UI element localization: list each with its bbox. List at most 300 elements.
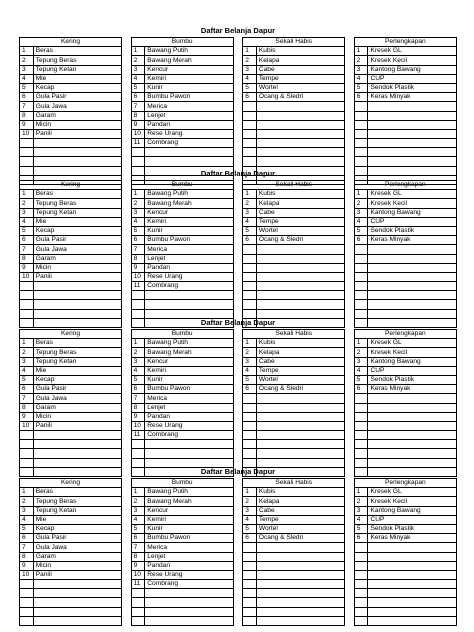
sekali-habis-item-cell: Wortel [256,524,344,533]
table-row [20,208,457,217]
sekali-habis-item-cell [256,403,344,412]
sekali-habis-number-cell [243,449,257,458]
kering-number-cell: 8 [20,111,34,120]
sekali-habis-item-cell [256,412,344,421]
kering-number-cell: 6 [20,236,34,245]
bumbu-number-cell: 2 [131,348,145,357]
kering-number-cell: 7 [20,102,34,111]
column-header-sekali-habis: Sekali Habis [243,38,345,47]
bumbu-number-cell: 1 [131,47,145,56]
column-gap [345,339,354,348]
bumbu-number-cell [131,607,145,616]
kering-number-cell [20,139,34,148]
column-gap [122,385,131,394]
sekali-habis-number-cell [243,580,257,589]
perlengkapan-item-cell [368,129,457,138]
column-gap [233,431,242,440]
column-gap [233,226,242,235]
column-gap [122,524,131,533]
perlengkapan-item-cell [368,139,457,148]
bumbu-number-cell: 1 [131,488,145,497]
kering-number-cell: 9 [20,263,34,272]
sekali-habis-number-cell [243,300,257,309]
kering-item-cell: Garam [33,403,121,412]
column-gap [345,479,354,488]
column-gap [233,245,242,254]
kering-number-cell [20,291,34,300]
bumbu-number-cell [131,589,145,598]
table-row [20,449,457,458]
bumbu-item-cell: Bawang Putih [145,47,233,56]
bumbu-number-cell: 9 [131,120,145,129]
kering-number-cell: 4 [20,74,34,83]
kering-number-cell: 6 [20,93,34,102]
kering-number-cell: 6 [20,385,34,394]
perlengkapan-item-cell [368,589,457,598]
bumbu-number-cell: 6 [131,93,145,102]
column-gap [233,580,242,589]
column-gap [345,385,354,394]
column-gap [345,421,354,430]
bumbu-number-cell [131,148,145,157]
bumbu-item-cell: Lenjet [145,552,233,561]
sekali-habis-item-cell: Kubis [256,339,344,348]
bumbu-number-cell: 10 [131,421,145,430]
kering-item-cell: Kecap [33,524,121,533]
perlengkapan-item-cell: CUP [368,74,457,83]
column-gap [345,394,354,403]
column-gap [122,357,131,366]
column-gap [345,607,354,616]
kering-number-cell: 10 [20,129,34,138]
bumbu-number-cell: 10 [131,272,145,281]
perlengkapan-item-cell: CUP [368,366,457,375]
sekali-habis-number-cell: 2 [243,56,257,65]
table-row [20,598,457,607]
sekali-habis-number-cell: 6 [243,534,257,543]
perlengkapan-number-cell [354,291,368,300]
kering-number-cell [20,148,34,157]
table-row [20,412,457,421]
perlengkapan-number-cell [354,598,368,607]
bumbu-item-cell: Bumbu Pawon [145,385,233,394]
perlengkapan-number-cell: 5 [354,524,368,533]
kering-item-cell: Mie [33,74,121,83]
column-gap [233,83,242,92]
column-gap [122,111,131,120]
table-row [20,93,457,102]
bumbu-number-cell: 5 [131,83,145,92]
column-gap [233,561,242,570]
perlengkapan-item-cell: Sendok Plastik [368,375,457,384]
perlengkapan-number-cell [354,421,368,430]
kering-item-cell [33,607,121,616]
perlengkapan-number-cell [354,607,368,616]
kering-number-cell: 4 [20,515,34,524]
sekali-habis-item-cell [256,543,344,552]
perlengkapan-number-cell: 4 [354,366,368,375]
sekali-habis-number-cell [243,440,257,449]
kering-number-cell [20,607,34,616]
sekali-habis-item-cell: Tempe [256,74,344,83]
column-gap [122,440,131,449]
bumbu-item-cell: Bawang Merah [145,348,233,357]
sekali-habis-item-cell: Kubis [256,47,344,56]
column-gap [345,506,354,515]
sekali-habis-item-cell: Ocang & Sledri [256,534,344,543]
kering-item-cell: Beras [33,190,121,199]
column-gap [233,488,242,497]
sekali-habis-number-cell [243,148,257,157]
bumbu-item-cell: Merica [145,102,233,111]
column-gap [122,431,131,440]
column-gap [122,330,131,339]
perlengkapan-item-cell [368,561,457,570]
sekali-habis-number-cell: 6 [243,93,257,102]
bumbu-number-cell: 4 [131,515,145,524]
bumbu-item-cell: Kemiri [145,217,233,226]
sekali-habis-item-cell: Wortel [256,83,344,92]
kering-item-cell: Tepung Ketan [33,208,121,217]
bumbu-number-cell: 7 [131,394,145,403]
perlengkapan-number-cell [354,245,368,254]
bumbu-number-cell: 8 [131,111,145,120]
perlengkapan-number-cell: 4 [354,74,368,83]
column-gap [233,394,242,403]
bumbu-item-cell: Kemiri [145,515,233,524]
bumbu-number-cell: 3 [131,208,145,217]
bumbu-number-cell [131,616,145,625]
kering-number-cell: 2 [20,199,34,208]
table-row [20,47,457,56]
column-gap [233,47,242,56]
column-gap [233,515,242,524]
column-gap [122,403,131,412]
bumbu-item-cell: Bumbu Pawon [145,236,233,245]
table-row [20,431,457,440]
bumbu-number-cell: 5 [131,375,145,384]
table-row [20,589,457,598]
column-header-bumbu: Bumbu [131,38,233,47]
perlengkapan-item-cell: Kantong Bawang [368,208,457,217]
column-gap [233,506,242,515]
column-gap [345,263,354,272]
sekali-habis-number-cell [243,431,257,440]
kering-item-cell: Tepung Ketan [33,65,121,74]
column-header-perlengkapan: Perlengkapan [354,181,456,190]
column-gap [122,616,131,625]
perlengkapan-item-cell [368,291,457,300]
column-gap [122,561,131,570]
bumbu-item-cell: Kemiri [145,366,233,375]
bumbu-number-cell: 6 [131,385,145,394]
kering-item-cell [33,431,121,440]
kering-number-cell: 7 [20,543,34,552]
table-row [20,488,457,497]
perlengkapan-number-cell: 5 [354,226,368,235]
sekali-habis-number-cell [243,552,257,561]
perlengkapan-item-cell: CUP [368,217,457,226]
bumbu-item-cell: Kemiri [145,74,233,83]
bumbu-number-cell: 8 [131,552,145,561]
column-gap [233,254,242,263]
bumbu-number-cell [131,598,145,607]
perlengkapan-item-cell [368,102,457,111]
perlengkapan-item-cell: Keras Minyak [368,534,457,543]
column-gap [345,357,354,366]
kering-number-cell: 8 [20,552,34,561]
kering-item-cell [33,449,121,458]
perlengkapan-number-cell [354,561,368,570]
bumbu-number-cell: 11 [131,139,145,148]
shopping-list-block [19,317,457,477]
column-gap [233,330,242,339]
column-gap [345,272,354,281]
column-gap [233,148,242,157]
bumbu-number-cell: 3 [131,357,145,366]
column-gap [345,83,354,92]
bumbu-number-cell: 11 [131,282,145,291]
column-gap [122,236,131,245]
sekali-habis-number-cell: 6 [243,385,257,394]
column-gap [233,440,242,449]
column-gap [122,148,131,157]
column-gap [233,421,242,430]
table-row [20,339,457,348]
perlengkapan-number-cell: 6 [354,93,368,102]
table-row [20,148,457,157]
column-gap [122,589,131,598]
table-row [20,348,457,357]
sekali-habis-number-cell: 3 [243,208,257,217]
sekali-habis-item-cell [256,570,344,579]
sekali-habis-number-cell [243,543,257,552]
header-row [20,479,457,488]
column-gap [122,394,131,403]
table-row [20,157,457,166]
sekali-habis-number-cell [243,394,257,403]
sekali-habis-item-cell: Kubis [256,190,344,199]
perlengkapan-number-cell [354,394,368,403]
table-row [20,300,457,309]
kering-number-cell: 4 [20,366,34,375]
kering-number-cell: 1 [20,47,34,56]
table-row [20,524,457,533]
column-gap [122,181,131,190]
bumbu-number-cell: 6 [131,236,145,245]
sekali-habis-number-cell [243,421,257,430]
perlengkapan-number-cell: 2 [354,199,368,208]
sekali-habis-item-cell: Kelapa [256,348,344,357]
kering-item-cell [33,300,121,309]
bumbu-number-cell: 5 [131,524,145,533]
column-gap [233,120,242,129]
bumbu-item-cell: Kunir [145,524,233,533]
bumbu-number-cell: 7 [131,245,145,254]
bumbu-number-cell: 8 [131,254,145,263]
kering-number-cell: 10 [20,421,34,430]
table-row [20,272,457,281]
column-gap [233,412,242,421]
kering-item-cell: Tepung Beras [33,497,121,506]
column-gap [345,139,354,148]
column-gap [122,580,131,589]
column-gap [345,208,354,217]
column-gap [345,245,354,254]
column-gap [345,102,354,111]
table-row [20,245,457,254]
perlengkapan-number-cell: 3 [354,357,368,366]
column-gap [233,199,242,208]
list-title: Daftar Belanja Dapur [200,26,276,35]
sekali-habis-number-cell [243,616,257,625]
perlengkapan-number-cell: 1 [354,488,368,497]
sekali-habis-item-cell [256,148,344,157]
table-row [20,440,457,449]
bumbu-number-cell: 10 [131,129,145,138]
bumbu-item-cell: Kencur [145,357,233,366]
perlengkapan-number-cell [354,139,368,148]
bumbu-item-cell: Combrang [145,431,233,440]
column-gap [122,254,131,263]
sekali-habis-number-cell [243,263,257,272]
table-row [20,254,457,263]
column-gap [233,552,242,561]
sekali-habis-number-cell: 4 [243,366,257,375]
sekali-habis-item-cell: Tempe [256,217,344,226]
column-gap [122,421,131,430]
column-gap [122,129,131,138]
perlengkapan-number-cell: 3 [354,65,368,74]
column-gap [233,479,242,488]
kering-number-cell: 8 [20,403,34,412]
column-gap [122,120,131,129]
kering-number-cell [20,157,34,166]
perlengkapan-item-cell: CUP [368,515,457,524]
bumbu-item-cell: Pandan [145,412,233,421]
perlengkapan-number-cell [354,272,368,281]
sekali-habis-item-cell [256,580,344,589]
column-gap [122,534,131,543]
perlengkapan-item-cell [368,580,457,589]
perlengkapan-item-cell: Sendok Plastik [368,226,457,235]
column-gap [233,339,242,348]
bumbu-number-cell: 5 [131,226,145,235]
column-gap [345,282,354,291]
column-gap [345,226,354,235]
column-header-perlengkapan: Perlengkapan [354,479,456,488]
column-gap [233,272,242,281]
kering-item-cell: Micin [33,263,121,272]
table-row [20,226,457,235]
column-gap [233,38,242,47]
perlengkapan-item-cell [368,111,457,120]
kering-number-cell: 9 [20,561,34,570]
kering-number-cell [20,431,34,440]
table-row [20,74,457,83]
bumbu-number-cell: 11 [131,580,145,589]
header-row [20,330,457,339]
bumbu-item-cell [145,607,233,616]
list-title: Daftar Belanja Dapur [200,318,276,327]
bumbu-number-cell: 6 [131,534,145,543]
sekali-habis-number-cell: 3 [243,506,257,515]
column-gap [345,570,354,579]
table-row [20,607,457,616]
bumbu-number-cell: 7 [131,543,145,552]
column-gap [233,403,242,412]
sekali-habis-item-cell [256,616,344,625]
list-title: Daftar Belanja Dapur [200,169,276,178]
column-gap [345,181,354,190]
column-gap [233,93,242,102]
perlengkapan-item-cell [368,449,457,458]
table-row [20,217,457,226]
bumbu-number-cell: 10 [131,570,145,579]
kering-number-cell: 5 [20,226,34,235]
bumbu-item-cell: Bumbu Pawon [145,534,233,543]
column-gap [345,543,354,552]
table-row [20,534,457,543]
kering-item-cell: Tepung Ketan [33,357,121,366]
kering-item-cell: Garam [33,254,121,263]
column-gap [233,589,242,598]
sekali-habis-number-cell: 4 [243,217,257,226]
column-gap [122,263,131,272]
kering-number-cell: 7 [20,394,34,403]
column-gap [122,570,131,579]
perlengkapan-item-cell [368,412,457,421]
column-gap [233,139,242,148]
bumbu-item-cell: Combrang [145,139,233,148]
perlengkapan-number-cell: 5 [354,375,368,384]
column-gap [345,552,354,561]
sekali-habis-item-cell [256,440,344,449]
column-gap [122,272,131,281]
bumbu-item-cell: Pandan [145,263,233,272]
kering-item-cell: Micin [33,412,121,421]
bumbu-item-cell [145,440,233,449]
table-row [20,263,457,272]
kering-item-cell: Kecap [33,375,121,384]
sekali-habis-item-cell [256,552,344,561]
column-gap [122,598,131,607]
table-row [20,111,457,120]
bumbu-item-cell: Pandan [145,561,233,570]
bumbu-number-cell: 9 [131,561,145,570]
perlengkapan-number-cell [354,120,368,129]
column-gap [345,157,354,166]
column-gap [345,366,354,375]
sekali-habis-item-cell [256,139,344,148]
column-gap [345,449,354,458]
table-row [20,506,457,515]
kering-number-cell [20,580,34,589]
bumbu-item-cell [145,589,233,598]
kering-item-cell: Beras [33,339,121,348]
perlengkapan-number-cell [354,148,368,157]
column-gap [122,497,131,506]
sekali-habis-number-cell [243,102,257,111]
sekali-habis-item-cell: Tempe [256,515,344,524]
column-gap [122,449,131,458]
kering-item-cell: Gula Jawa [33,394,121,403]
column-gap [345,217,354,226]
bumbu-item-cell: Merica [145,245,233,254]
perlengkapan-item-cell [368,440,457,449]
perlengkapan-item-cell: Keras Minyak [368,385,457,394]
column-gap [122,38,131,47]
